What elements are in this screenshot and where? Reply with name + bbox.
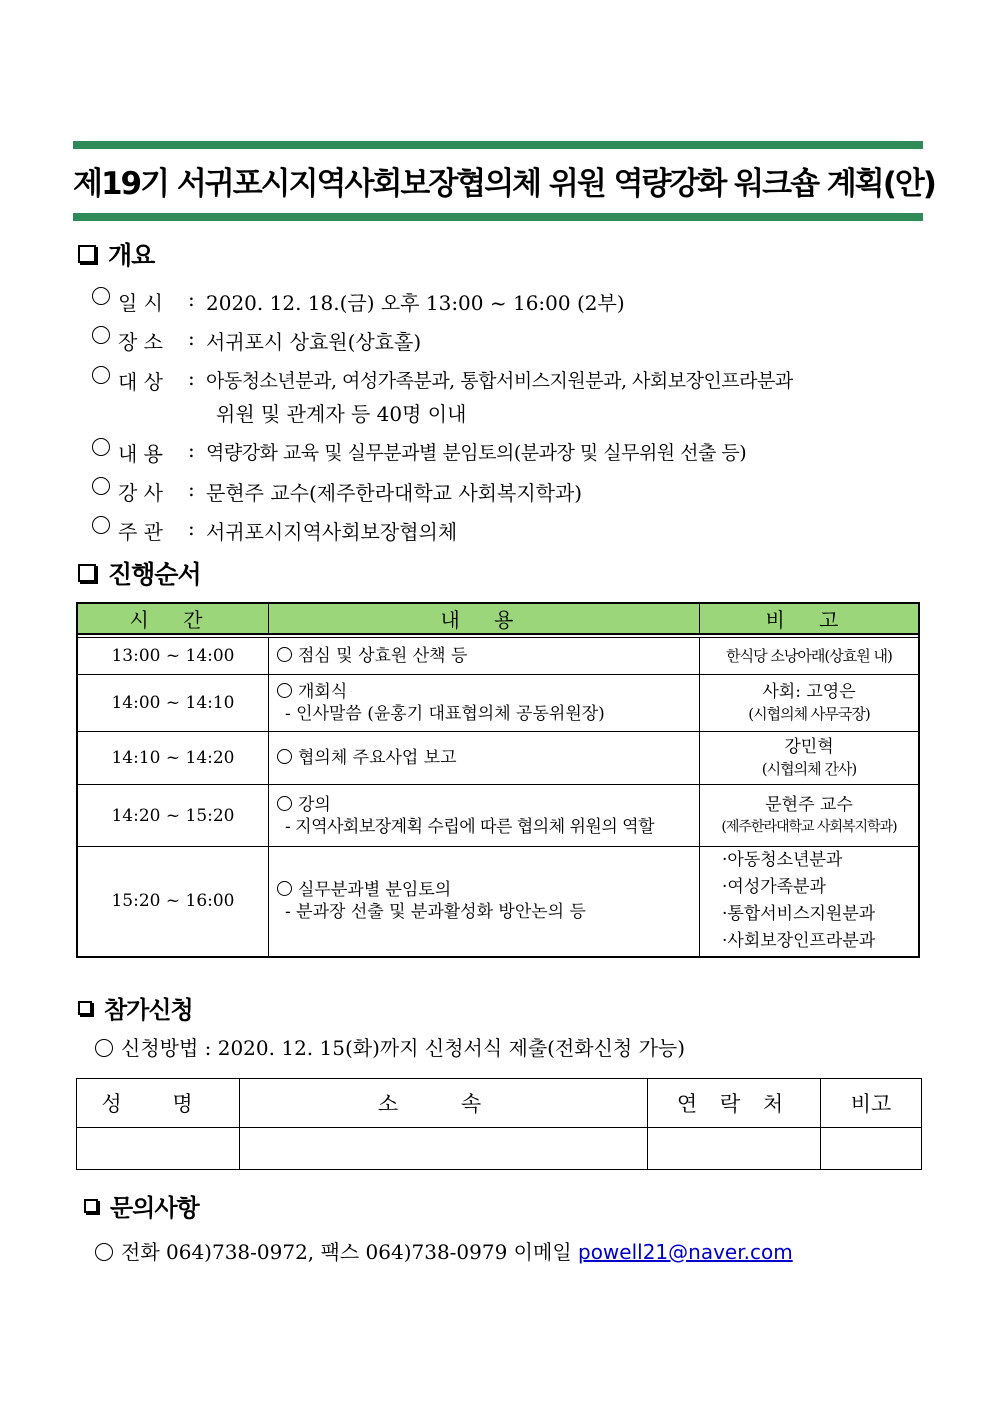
section-contact-label: 문의사항 — [110, 1194, 199, 1222]
row-content-text: 개회식 — [298, 682, 348, 702]
row-content-sub: - 분과장 선출 및 분과활성화 방안논의 등 — [285, 902, 586, 923]
row-time: 13:00 ~ 14:00 — [77, 638, 269, 675]
overview-item-content — [92, 438, 746, 467]
section-contact-heading — [84, 1188, 199, 1223]
circle-bullet-icon — [277, 749, 292, 764]
overview-item-date — [92, 287, 625, 316]
overview-value: 아동청소년분과, 여성가족분과, 통합서비스지원분과, 사회보장인프라분과 — [206, 370, 793, 392]
colon: : — [188, 366, 195, 390]
row-note — [700, 732, 920, 785]
overview-label: 대 상 — [118, 370, 163, 394]
title-top-bar — [73, 141, 923, 149]
row-content — [269, 847, 700, 957]
contact-text: 전화 064)738-0972, 팩스 064)738-0979 이메일 — [121, 1240, 578, 1264]
circle-bullet-icon — [277, 796, 292, 811]
circle-bullet-icon — [92, 516, 110, 534]
circle-bullet-icon — [92, 326, 110, 344]
section-apply-label: 참가신청 — [104, 996, 193, 1024]
table-row — [77, 785, 919, 847]
colon: : — [188, 326, 195, 350]
note-list-item: ·사회보장인프라분과 — [722, 931, 876, 952]
row-note-line2: (시협의체 사무국장) — [748, 705, 870, 723]
overview-item-target — [92, 366, 793, 395]
signup-header-name: 성 명 — [77, 1079, 240, 1128]
row-time: 14:20 ~ 15:20 — [77, 785, 269, 847]
table-row — [77, 638, 919, 675]
circle-bullet-icon — [92, 287, 110, 305]
row-time: 14:10 ~ 14:20 — [77, 732, 269, 785]
email-link[interactable]: powell21@naver.com — [578, 1240, 793, 1264]
row-note: 한식당 소낭아래(상효원 내) — [700, 638, 920, 675]
checkbox-square-icon — [78, 245, 96, 263]
overview-value: 서귀포시지역사회보장협의체 — [206, 520, 458, 544]
section-schedule-heading — [78, 555, 201, 591]
schedule-header-note: 비 고 — [700, 603, 920, 634]
circle-bullet-icon — [277, 881, 292, 896]
circle-bullet-icon — [92, 366, 110, 384]
overview-label: 내 용 — [118, 442, 163, 466]
row-note-list — [700, 847, 920, 957]
circle-bullet-icon — [92, 477, 110, 495]
note-list-item: ·여성가족분과 — [722, 877, 826, 898]
overview-value-line2: 위원 및 관계자 등 40명 이내 — [216, 402, 467, 426]
table-row — [77, 847, 919, 957]
row-content — [269, 785, 700, 847]
signup-cell-phone[interactable] — [648, 1128, 821, 1170]
row-content-text: 점심 및 상효원 산책 등 — [298, 646, 468, 666]
signup-table — [76, 1078, 922, 1170]
section-overview-heading — [78, 236, 154, 272]
section-overview-label: 개요 — [108, 241, 155, 270]
note-list-item: ·아동청소년분과 — [722, 850, 843, 871]
title-bottom-bar — [73, 213, 923, 221]
signup-header-affiliation: 소 속 — [240, 1079, 648, 1128]
signup-header-note: 비고 — [821, 1079, 922, 1128]
row-content-text: 실무분과별 분임토의 — [298, 880, 452, 901]
overview-label: 일 시 — [118, 291, 163, 315]
row-content-sub: - 지역사회보장계획 수립에 따른 협의체 위원의 역할 — [285, 816, 655, 837]
overview-item-lecturer — [92, 477, 582, 506]
row-content-sub: - 인사말씀 (윤홍기 대표협의체 공동위원장) — [285, 704, 605, 724]
apply-method-text: 신청방법 : 2020. 12. 15(화)까지 신청서식 제출(전화신청 가능) — [121, 1036, 686, 1060]
overview-label: 장 소 — [118, 330, 163, 354]
colon: : — [188, 438, 195, 462]
row-note-line2: (제주한라대학교 사회복지학과) — [721, 818, 897, 835]
row-note-line1: 문현주 교수 — [765, 794, 853, 815]
checkbox-square-icon — [78, 564, 96, 582]
page-title: 제19기 서귀포시지역사회보장협의체 위원 역량강화 워크숍 계획(안) — [73, 166, 935, 202]
contact-line — [95, 1236, 793, 1265]
circle-bullet-icon — [95, 1243, 113, 1261]
circle-bullet-icon — [277, 647, 292, 662]
overview-value: 서귀포시 상효원(상효홀) — [206, 330, 422, 354]
row-content-text: 강의 — [298, 794, 331, 815]
row-content — [269, 638, 700, 675]
row-note — [700, 785, 920, 847]
table-row — [77, 732, 919, 785]
circle-bullet-icon — [277, 683, 292, 698]
colon: : — [188, 477, 195, 501]
row-note-line2: (시협의체 간사) — [761, 760, 857, 778]
circle-bullet-icon — [92, 438, 110, 456]
overview-value: 2020. 12. 18.(금) 오후 13:00 ~ 16:00 (2부) — [206, 291, 625, 315]
overview-value: 문현주 교수(제주한라대학교 사회복지학과) — [206, 481, 583, 505]
colon: : — [188, 516, 195, 540]
row-note — [700, 675, 920, 732]
row-time: 15:20 ~ 16:00 — [77, 847, 269, 957]
colon: : — [188, 287, 195, 311]
row-note-line1: 강민혁 — [784, 737, 834, 757]
overview-item-place — [92, 326, 421, 355]
signup-cell-affiliation[interactable] — [240, 1128, 648, 1170]
note-list-item: ·통합서비스지원분과 — [722, 904, 876, 925]
circle-bullet-icon — [95, 1039, 113, 1057]
schedule-header-content: 내 용 — [269, 603, 700, 634]
checkbox-square-icon — [84, 1199, 98, 1213]
checkbox-square-icon — [78, 1001, 92, 1015]
overview-item-host — [92, 516, 457, 545]
section-schedule-label: 진행순서 — [108, 560, 201, 589]
signup-header-phone: 연 락 처 — [648, 1079, 821, 1128]
signup-cell-note[interactable] — [821, 1128, 922, 1170]
schedule-header-time: 시 간 — [77, 603, 269, 634]
signup-cell-name[interactable] — [77, 1128, 240, 1170]
row-content — [269, 675, 700, 732]
schedule-table — [76, 602, 920, 958]
section-apply-heading — [78, 990, 193, 1025]
row-note-line1: 사회: 고영은 — [762, 682, 856, 702]
row-content — [269, 732, 700, 785]
row-content-text: 협의체 주요사업 보고 — [298, 748, 457, 768]
apply-method-line — [95, 1032, 685, 1061]
overview-label: 강 사 — [118, 481, 163, 505]
table-row — [77, 675, 919, 732]
overview-label: 주 관 — [118, 520, 163, 544]
overview-value: 역량강화 교육 및 실무분과별 분임토의(분과장 및 실무위원 선출 등) — [206, 442, 747, 464]
overview-item-target-line2 — [216, 398, 466, 427]
row-time: 14:00 ~ 14:10 — [77, 675, 269, 732]
